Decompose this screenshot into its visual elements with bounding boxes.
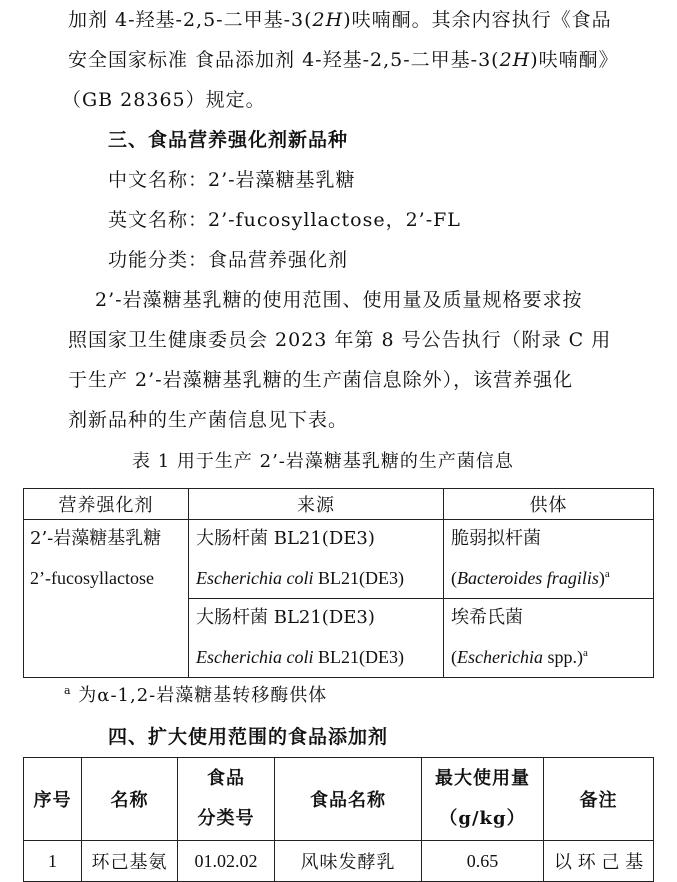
paren: spp.) — [542, 647, 583, 667]
para-text: )呋喃酮》 — [530, 49, 619, 71]
body-line-2: 照国家卫生健康委员会 2023 年第 8 号公告执行（附录 C 用 — [68, 329, 612, 351]
section-heading-4: 四、扩大使用范围的食品添加剂 — [108, 726, 389, 748]
header-fortifier: 营养强化剂 — [24, 489, 189, 520]
species-italic: Escherichia coli — [196, 647, 314, 667]
paren: ( — [451, 647, 457, 667]
donor-cell — [444, 520, 654, 599]
para-text: 安全国家标准 食品添加剂 4-羟基-2,5-二甲基-3( — [68, 49, 500, 71]
header-donor: 供体 — [444, 489, 654, 520]
function-category: 功能分类：食品营养强化剂 — [108, 249, 349, 271]
cell-food: 风味发酵乳 — [275, 841, 422, 882]
source-cell — [189, 520, 444, 599]
para-line-2 — [68, 47, 619, 73]
para-line-3: （GB 28365）规定。 — [62, 89, 266, 111]
header-max-l2: （g/kg） — [439, 808, 526, 829]
table-row — [24, 520, 654, 599]
cell-note: 以 环 己 基 — [544, 841, 654, 882]
table-2 — [23, 757, 654, 882]
para-text: )呋喃酮。其余内容执行《食品 — [343, 9, 612, 31]
en-name: 英文名称：2’-fucosyllactose，2’-FL — [108, 209, 461, 231]
header-category-l2: 分类号 — [197, 808, 255, 829]
para-italic: 2H — [499, 49, 531, 71]
body-line-1: 2’-岩藻糖基乳糖的使用范围、使用量及质量规格要求按 — [95, 289, 583, 311]
paren: ( — [451, 568, 457, 588]
footnote-text: 为α-1,2-岩藻糖基转移酶供体 — [71, 685, 328, 706]
cell-max: 0.65 — [422, 841, 544, 882]
header-name: 名称 — [82, 758, 178, 841]
species-italic: Escherichia coli — [196, 568, 314, 588]
species-italic: Bacteroides fragilis — [457, 568, 599, 588]
table-1 — [23, 488, 654, 678]
cell-name: 环己基氨 — [82, 841, 178, 882]
table-header-row — [24, 489, 654, 520]
body-line-3: 于生产 2’-岩藻糖基乳糖的生产菌信息除外），该营养强化 — [68, 369, 574, 391]
header-max-l1: 最大使用量 — [435, 768, 530, 789]
cn-name: 中文名称：2’-岩藻糖基乳糖 — [108, 169, 356, 191]
cell-category: 01.02.02 — [178, 841, 275, 882]
donor-latin — [444, 558, 653, 598]
table1-caption: 表 1 用于生产 2’-岩藻糖基乳糖的生产菌信息 — [132, 451, 514, 472]
header-no: 序号 — [24, 758, 82, 841]
strain: BL21(DE3) — [313, 568, 404, 588]
donor-latin — [444, 637, 653, 677]
source-cn: 大肠杆菌 BL21(DE3) — [196, 528, 375, 549]
fortifier-cell — [24, 520, 189, 678]
header-food: 食品名称 — [275, 758, 422, 841]
para-italic: 2H — [312, 9, 344, 31]
donor-cell — [444, 599, 654, 678]
table-header-row — [24, 758, 654, 841]
para-text: 加剂 4-羟基-2,5-二甲基-3( — [68, 9, 313, 31]
footnote-mark: a — [582, 647, 588, 659]
header-category — [178, 758, 275, 841]
source-cn: 大肠杆菌 BL21(DE3) — [196, 607, 375, 628]
para-line-1 — [68, 7, 612, 33]
footnote-mark: a — [604, 568, 610, 580]
strain: BL21(DE3) — [313, 647, 404, 667]
species-italic: Escherichia — [457, 647, 543, 667]
paren: ) — [598, 568, 605, 588]
fortifier-cn: 2’-岩藻糖基乳糖 — [30, 528, 162, 549]
fortifier-en: 2’-fucosyllactose — [30, 568, 154, 588]
cell-no: 1 — [24, 841, 82, 882]
body-line-4: 剂新品种的生产菌信息见下表。 — [68, 409, 349, 431]
footnote-mark: a — [64, 684, 72, 697]
section-heading-3: 三、食品营养强化剂新品种 — [108, 129, 349, 151]
header-source: 来源 — [189, 489, 444, 520]
source-latin — [189, 558, 443, 598]
header-category-l1: 食品 — [207, 768, 245, 789]
donor-cn: 埃希氏菌 — [451, 607, 523, 628]
table-row — [24, 841, 654, 882]
donor-cn: 脆弱拟杆菌 — [451, 528, 541, 549]
source-cell — [189, 599, 444, 678]
header-max-usage — [422, 758, 544, 841]
source-latin — [189, 637, 443, 677]
header-note: 备注 — [544, 758, 654, 841]
table1-footnote — [64, 683, 327, 709]
